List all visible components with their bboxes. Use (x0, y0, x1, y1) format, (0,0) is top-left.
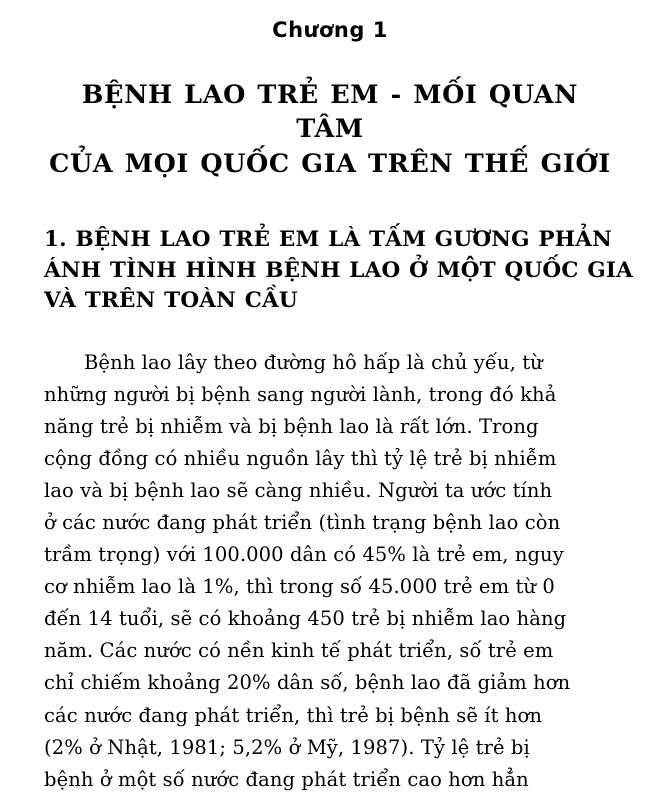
body-line: ở các nước đang phát triển (tình trạng bệnh lao còn (44, 511, 561, 535)
chapter-title-line: BỆNH LAO TRẺ EM - MỐI QUAN TÂM (81, 80, 579, 145)
body-paragraph (44, 347, 616, 796)
body-line: cơ nhiễm lao là 1%, thì trong số 45.000 trẻ em từ 0 (44, 575, 555, 599)
body-line: chỉ chiếm khoảng 20% dân số, bệnh lao đã giảm hơn (44, 671, 571, 695)
chapter-title (44, 78, 616, 181)
chapter-label: Chương 1 (272, 18, 388, 42)
chapter-title-line: CỦA MỌI QUỐC GIA TRÊN THẾ GIỚI (49, 148, 611, 179)
body-line: (2% ở Nhật, 1981; 5,2% ở Mỹ, 1987). Tỷ lệ trẻ bị (44, 735, 530, 759)
body-line: năng trẻ bị nhiễm và bị bệnh lao là rất lớn. Trong (44, 414, 539, 438)
section-heading-line: 1. BỆNH LAO TRẺ EM LÀ TẤM GƯƠNG PHẢN (44, 227, 612, 253)
body-line: bệnh ở một số nước đang phát triển cao hơn hẳn (44, 767, 529, 791)
body-line: trầm trọng) với 100.000 dân có 45% là trẻ em, nguy (44, 543, 564, 567)
body-line: các nước đang phát triển, thì trẻ bị bệnh sẽ ít hơn (44, 703, 542, 727)
body-line: đến 14 tuổi, sẽ có khoảng 450 trẻ bị nhiễm lao hàng (44, 607, 567, 631)
body-line: cộng đồng có nhiều nguồn lây thì tỷ lệ trẻ bị nhiễm (44, 447, 557, 470)
body-line: năm. Các nước có nền kinh tế phát triển, số trẻ em (44, 639, 554, 663)
section-heading (44, 225, 634, 317)
section-heading-line: VÀ TRÊN TOÀN CẦU (44, 288, 298, 314)
body-line: những người bị bệnh sang người lành, trong đó khả (44, 382, 557, 406)
body-line-text: Bệnh lao lây theo đường hô hấp là chủ yếu, từ (84, 350, 543, 374)
body-line: lao và bị bệnh lao sẽ càng nhiều. Người ta ước tính (44, 479, 553, 503)
body-line (44, 347, 616, 379)
section-heading-line: ÁNH TÌNH HÌNH BỆNH LAO Ở MỘT QUỐC GIA (44, 257, 634, 283)
